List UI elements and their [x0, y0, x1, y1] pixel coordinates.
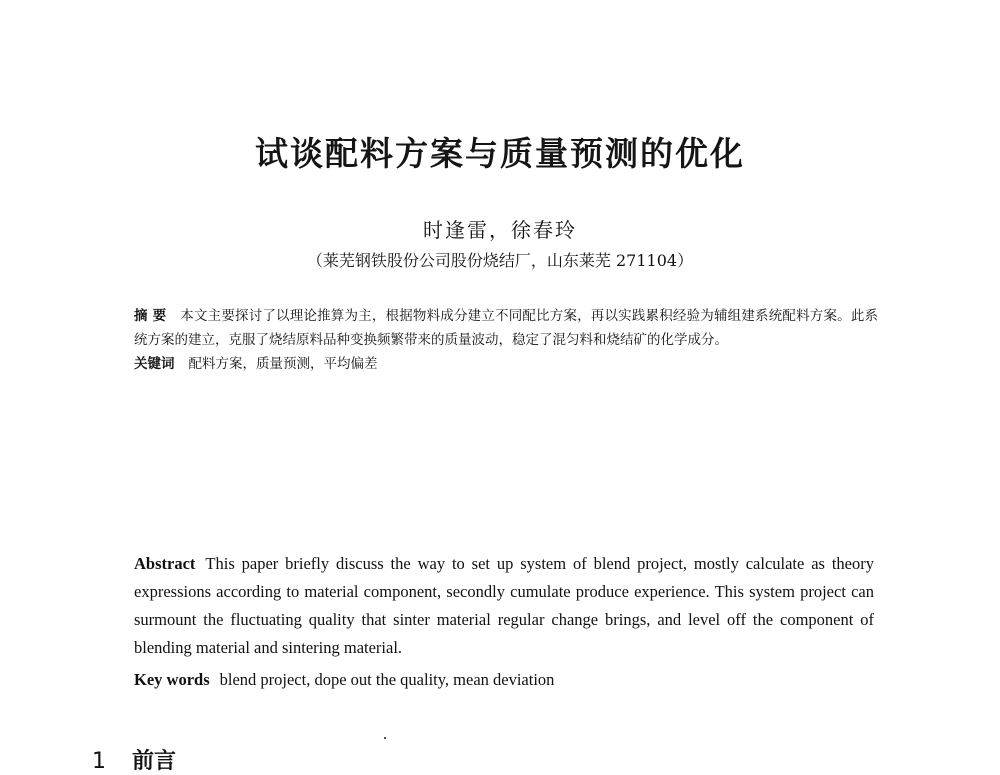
english-abstract-block [134, 550, 874, 662]
author-affiliation: （莱芜钢铁股份公司股份烧结厂，山东莱芜 271104） [306, 251, 694, 270]
chinese-abstract-text: 本文主要探讨了以理论推算为主，根据物料成分建立不同配比方案，再以实践累积经验为辅组建系统配料方案。此系统方案的建立，克服了烧结原料品种变换频繁带来的质量波动，稳定了混匀料和烧结矿的化学成分。 [134, 308, 879, 348]
english-abstract-label: Abstract [134, 554, 196, 573]
scan-speck [384, 737, 386, 739]
paper-title: 试谈配料方案与质量预测的优化 [255, 134, 745, 173]
chinese-keywords-row [134, 352, 878, 376]
english-keywords-text: blend project, dope out the quality, mean deviation [219, 670, 555, 689]
chinese-abstract-block [134, 304, 878, 376]
section-number: 1 [92, 749, 106, 774]
english-keywords-label: Key words [134, 670, 210, 689]
english-keywords-block [134, 666, 874, 694]
chinese-keywords-text: 配料方案，质量预测，平均偏差 [188, 356, 378, 372]
english-abstract-text: This paper briefly discuss the way to set up system of blend project, mostly calculate as theory expressions according to material component, secondly cumulate produce experience. This system project can surmount the fluctuating quality that sinter material regular change brings, and level off the component of blending material and sintering material. [134, 554, 874, 657]
chinese-abstract-label: 摘 要 [134, 308, 167, 324]
author-list: 时逢雷，徐春玲 [423, 218, 577, 242]
section-title: 前言 [132, 749, 177, 774]
chinese-keywords-label: 关键词 [134, 356, 175, 372]
